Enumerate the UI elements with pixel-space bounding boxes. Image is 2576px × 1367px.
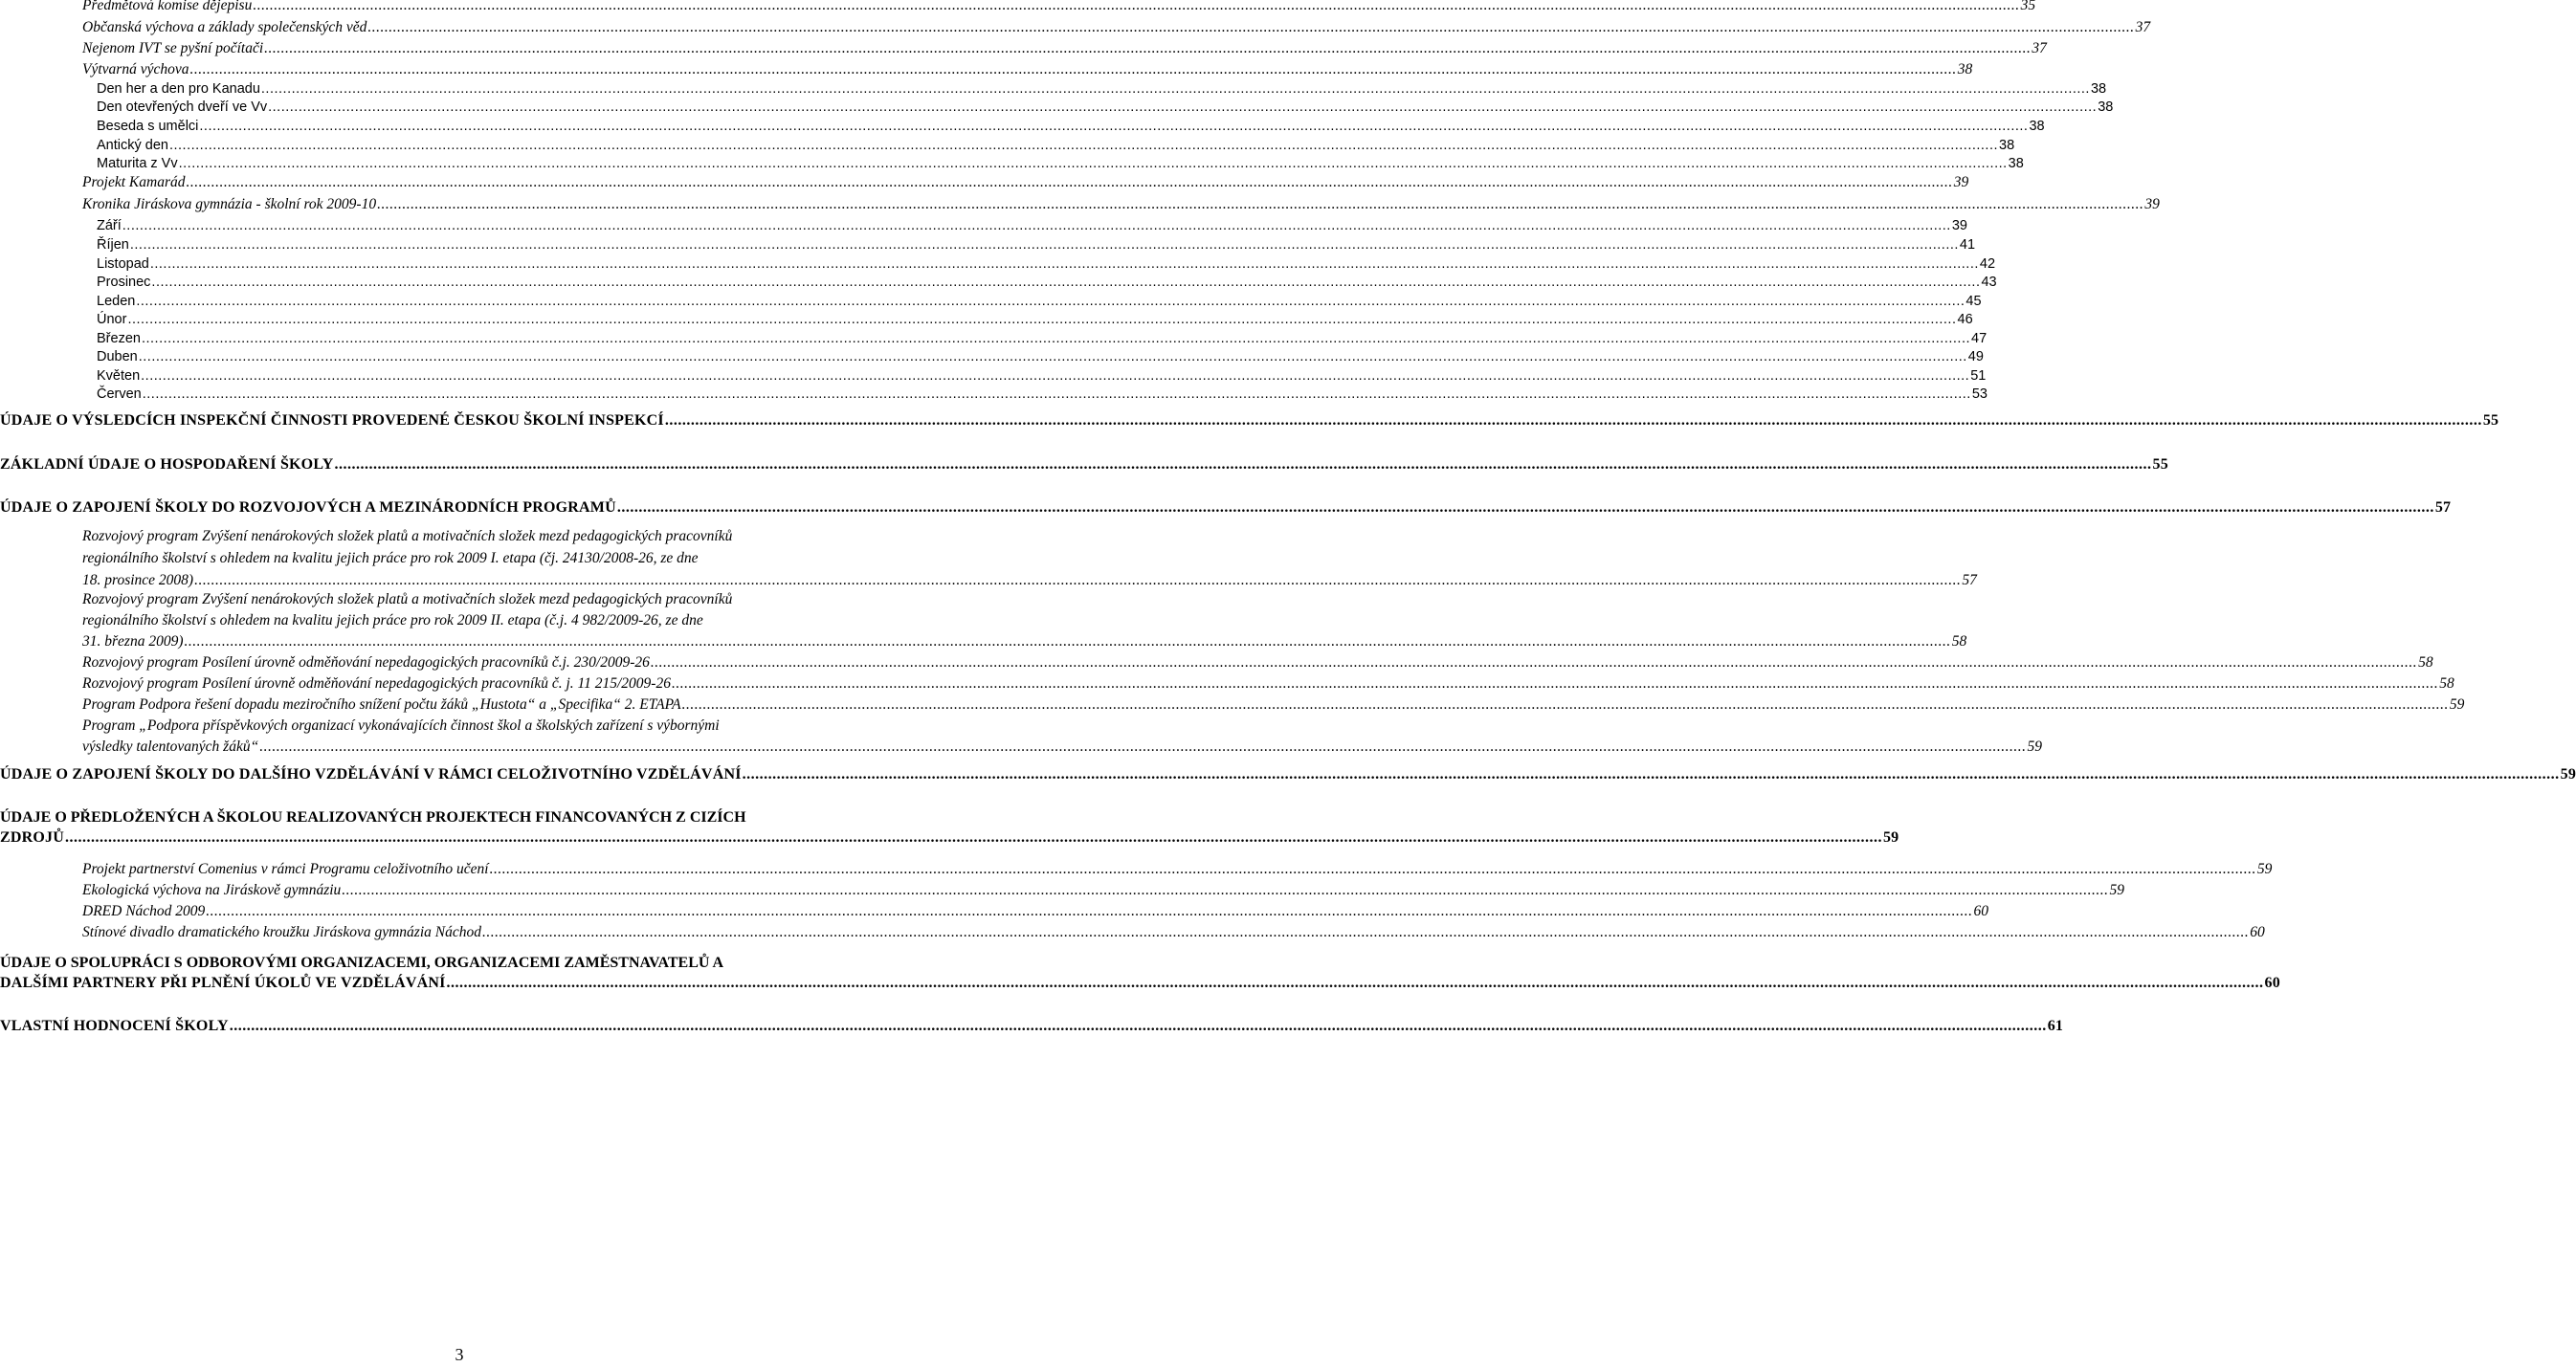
dot-leader (367, 18, 2134, 37)
toc-chapter-line: ÚDAJE O SPOLUPRÁCI S ODBOROVÝMI ORGANIZACEMI, ORGANIZACEMI ZAMĚSTNAVATELŮ A (0, 955, 724, 971)
page-number: 3 (455, 1345, 464, 1364)
toc-entry-page: 47 (1971, 331, 1988, 346)
toc-entry[interactable] (97, 310, 1973, 329)
toc-entry[interactable] (97, 216, 1967, 235)
toc-entry-page: 41 (1959, 237, 1976, 253)
dot-leader (127, 310, 1956, 329)
toc-entry-page: 35 (2020, 0, 2036, 13)
toc-entry-title: Projekt Kamarád (82, 174, 186, 190)
toc-entry-page: 57 (1962, 572, 1977, 588)
toc-entry[interactable] (97, 79, 2107, 99)
toc-entry-page: 55 (2482, 412, 2499, 429)
toc-entry-title: Maturita z Vv (97, 156, 178, 171)
toc-entry[interactable] (97, 154, 2024, 173)
toc-entry-page: 39 (1953, 174, 1969, 190)
toc-entry[interactable] (97, 329, 1988, 348)
toc-entry[interactable] (82, 18, 2151, 37)
dot-leader (264, 39, 2031, 58)
toc-chapter[interactable] (0, 974, 2280, 993)
dot-leader (230, 1017, 2047, 1036)
dot-leader (261, 79, 2090, 99)
dot-leader (672, 674, 2438, 694)
toc-entry-title: Stínové divadlo dramatického kroužku Jiráskova gymnázia Náchod (82, 924, 481, 940)
toc-chapter[interactable] (0, 1017, 2064, 1036)
toc-entry-title: Březen (97, 331, 141, 346)
toc-entry-title: 18. prosince 2008) (82, 572, 194, 588)
toc-entry[interactable] (97, 136, 2015, 155)
toc-entry-line: Rozvojový program Zvýšení nenárokových složek platů a motivačních složek mezd pedagogických pracovníků (82, 528, 733, 544)
toc-entry-title: ÚDAJE O ZAPOJENÍ ŠKOLY DO ROZVOJOVÝCH A MEZINÁRODNÍCH PROGRAMŮ (0, 499, 616, 516)
toc-entry-title: DRED Náchod 2009 (82, 903, 206, 919)
toc-entry-page: 59 (2560, 766, 2576, 783)
toc-entry[interactable] (82, 881, 2125, 900)
toc-entry[interactable] (82, 860, 2273, 879)
toc-chapter[interactable] (0, 455, 2168, 474)
dot-leader (122, 216, 1951, 235)
dot-leader (447, 974, 2264, 993)
toc-entry-page: 38 (2008, 156, 2024, 171)
toc-entry-title: Beseda s umělci (97, 119, 199, 134)
toc-chapter[interactable] (0, 411, 2499, 430)
toc-entry-page: 39 (1951, 218, 1967, 233)
toc-entry[interactable] (82, 0, 2036, 15)
toc-entry[interactable] (82, 632, 1967, 651)
dot-leader (150, 254, 1979, 274)
toc-entry-title: výsledky talentovaných žáků“ (82, 739, 259, 755)
toc-entry-title: Rozvojový program Posílení úrovně odměňování nepedagogických pracovníků č.j. 230/2009-26 (82, 654, 650, 671)
toc-entry[interactable] (82, 674, 2454, 694)
toc-entry-title: DALŠÍMI PARTNERY PŘI PLNĚNÍ ÚKOLŮ VE VZDĚLÁVÁNÍ (0, 975, 446, 991)
toc-entry-page: 58 (2439, 675, 2454, 692)
toc-entry-page: 59 (2109, 882, 2125, 898)
toc-entry-title: ZDROJŮ (0, 829, 64, 846)
dot-leader (169, 136, 1998, 155)
dot-leader (617, 498, 2434, 518)
dot-leader (139, 347, 1967, 366)
toc-entry-page: 37 (2032, 40, 2047, 56)
toc-entry-line: regionálního školství s ohledem na kvalitu jejich práce pro rok 2009 II. etapa (č.j. 4 982/2009-26, ze dne (82, 612, 703, 628)
dot-leader (65, 828, 1882, 848)
toc-entry-title: Ekologická výchova na Jiráskově gymnáziu (82, 882, 342, 898)
toc-entry-title: Prosinec (97, 275, 151, 290)
toc-entry-title: Antický den (97, 138, 168, 153)
dot-leader (335, 455, 2152, 474)
dot-leader (490, 860, 2256, 879)
toc-entry-title: Únor (97, 312, 127, 327)
toc-entry-page: 59 (2256, 861, 2273, 877)
toc-chapter-line: ÚDAJE O PŘEDLOŽENÝCH A ŠKOLOU REALIZOVANÝCH PROJEKTECH FINANCOVANÝCH Z CIZÍCH (0, 809, 746, 826)
toc-entry-page: 60 (1973, 903, 1989, 919)
toc-entry-page: 59 (2027, 739, 2042, 755)
toc-entry-page: 46 (1957, 312, 1973, 327)
toc-entry-title: Kronika Jiráskova gymnázia - školní rok 2009-10 (82, 196, 377, 212)
toc-entry-title: Den her a den pro Kanadu (97, 81, 260, 97)
dot-leader (130, 235, 1959, 254)
dot-leader (189, 60, 1956, 79)
toc-entry[interactable] (82, 738, 2042, 757)
dot-leader (179, 154, 2008, 173)
toc-entry-page: 38 (2098, 99, 2114, 115)
toc-entry-title: Leden (97, 294, 136, 309)
toc-entry-title: Květen (97, 368, 141, 384)
toc-entry[interactable] (82, 571, 1977, 590)
toc-entry[interactable] (82, 195, 2160, 214)
dot-leader (743, 765, 2560, 784)
toc-entry[interactable] (82, 902, 1989, 921)
toc-entry-page: 58 (1951, 633, 1967, 650)
dot-leader (377, 195, 2143, 214)
toc-entry-title: Předmětová komise dějepisu (82, 0, 253, 13)
toc-entry-page: 37 (2135, 19, 2151, 35)
toc-entry[interactable] (97, 254, 1996, 274)
toc-entry-page: 42 (1979, 256, 1996, 272)
toc-entry-title: Listopad (97, 256, 149, 272)
toc-entry[interactable] (82, 695, 2465, 715)
toc-entry[interactable] (82, 60, 1973, 79)
toc-chapter[interactable] (0, 498, 2452, 518)
toc-entry[interactable] (97, 366, 1987, 386)
toc-entry-title: ÚDAJE O VÝSLEDCÍCH INSPEKČNÍ ČINNOSTI PROVEDENÉ ČESKOU ŠKOLNÍ INSPEKCÍ (0, 412, 664, 429)
toc-entry-line: regionálního školství s ohledem na kvalitu jejich práce pro rok 2009 I. etapa (čj. 24130/2008-26, ze dne (82, 550, 699, 566)
toc-chapter[interactable] (0, 765, 2576, 784)
dot-leader (206, 902, 1972, 921)
dot-leader (482, 923, 2249, 942)
dot-leader (199, 117, 2028, 136)
toc-entry-title: Září (97, 218, 122, 233)
dot-leader (151, 273, 1980, 292)
toc-entry-title: Červen (97, 386, 142, 402)
dot-leader (184, 632, 1950, 651)
toc-entry-page: 43 (1981, 275, 1997, 290)
toc-entry-title: Rozvojový program Posílení úrovně odměňování nepedagogických pracovníků č. j. 11 215/2009-26 (82, 675, 671, 692)
toc-entry-page: 51 (1970, 368, 1987, 384)
toc-entry-page: 59 (1882, 829, 1899, 846)
toc-entry-page: 61 (2047, 1018, 2064, 1034)
dot-leader (142, 329, 1970, 348)
toc-entry[interactable] (97, 235, 1976, 254)
toc-entry[interactable] (82, 39, 2047, 58)
dot-leader (187, 173, 1953, 192)
dot-leader (682, 695, 2449, 715)
toc-entry-page: 39 (2144, 196, 2160, 212)
dot-leader (143, 385, 1971, 404)
toc-chapter[interactable] (0, 828, 1899, 848)
dot-leader (665, 411, 2482, 430)
toc-entry[interactable] (82, 923, 2265, 942)
toc-entry-title: ZÁKLADNÍ ÚDAJE O HOSPODAŘENÍ ŠKOLY (0, 456, 334, 473)
toc-entry[interactable] (82, 173, 1969, 192)
toc-entry-page: 38 (2029, 119, 2045, 134)
toc-entry-title: Výtvarná výchova (82, 61, 189, 77)
toc-entry-title: Občanská výchova a základy společenských věd (82, 19, 367, 35)
toc-entry-page: 60 (2250, 924, 2265, 940)
toc-entry-title: Říjen (97, 237, 129, 253)
toc-entry-title: 31. března 2009) (82, 633, 184, 650)
dot-leader (259, 738, 2026, 757)
toc-entry-title: VLASTNÍ HODNOCENÍ ŠKOLY (0, 1018, 229, 1034)
dot-leader (253, 0, 2019, 15)
dot-leader (268, 98, 2097, 117)
toc-entry-title: ÚDAJE O ZAPOJENÍ ŠKOLY DO DALŠÍHO VZDĚLÁVÁNÍ V RÁMCI CELOŽIVOTNÍHO VZDĚLÁVÁNÍ (0, 766, 742, 783)
toc-entry-page: 38 (2090, 81, 2107, 97)
dot-leader (342, 881, 2108, 900)
toc-entry[interactable] (97, 98, 2114, 117)
toc-entry-title: Program Podpora řešení dopadu meziročního snížení počtu žáků „Hustota“ a „Specifika“ 2. ETAPA (82, 696, 681, 713)
dot-leader (651, 653, 2417, 672)
toc-entry-page: 59 (2449, 696, 2465, 713)
toc-entry-page: 49 (1967, 349, 1984, 364)
toc-entry-page: 38 (1999, 138, 2015, 153)
toc-entry-title: Duben (97, 349, 138, 364)
dot-leader (141, 366, 1969, 386)
toc-entry[interactable] (97, 292, 1982, 311)
toc-entry-page: 60 (2264, 975, 2280, 991)
toc-entry-page: 55 (2152, 456, 2168, 473)
toc-entry-line: Program „Podpora příspěvkových organizací vykonávajících činnost škol a školských zařízení s výbornými (82, 717, 720, 734)
toc-entry[interactable] (97, 117, 2045, 136)
toc-entry[interactable] (97, 273, 1997, 292)
toc-entry[interactable] (97, 347, 1984, 366)
toc-entry-title: Nejenom IVT se pyšní počítači (82, 40, 264, 56)
toc-entry-page: 58 (2418, 654, 2433, 671)
toc-entry-title: Den otevřených dveří ve Vv (97, 99, 268, 115)
toc-entry-page: 53 (1971, 386, 1988, 402)
dot-leader (194, 571, 1961, 590)
toc-entry-title: Projekt partnerství Comenius v rámci Programu celoživotního učení (82, 861, 489, 877)
toc-entry-page: 57 (2434, 499, 2452, 516)
toc-entry[interactable] (97, 385, 1988, 404)
toc-entry[interactable] (82, 653, 2433, 672)
toc-entry-page: 38 (1957, 61, 1973, 77)
toc-entry-page: 45 (1965, 294, 1982, 309)
dot-leader (136, 292, 1965, 311)
toc-entry-line: Rozvojový program Zvýšení nenárokových složek platů a motivačních složek mezd pedagogických pracovníků (82, 591, 733, 607)
